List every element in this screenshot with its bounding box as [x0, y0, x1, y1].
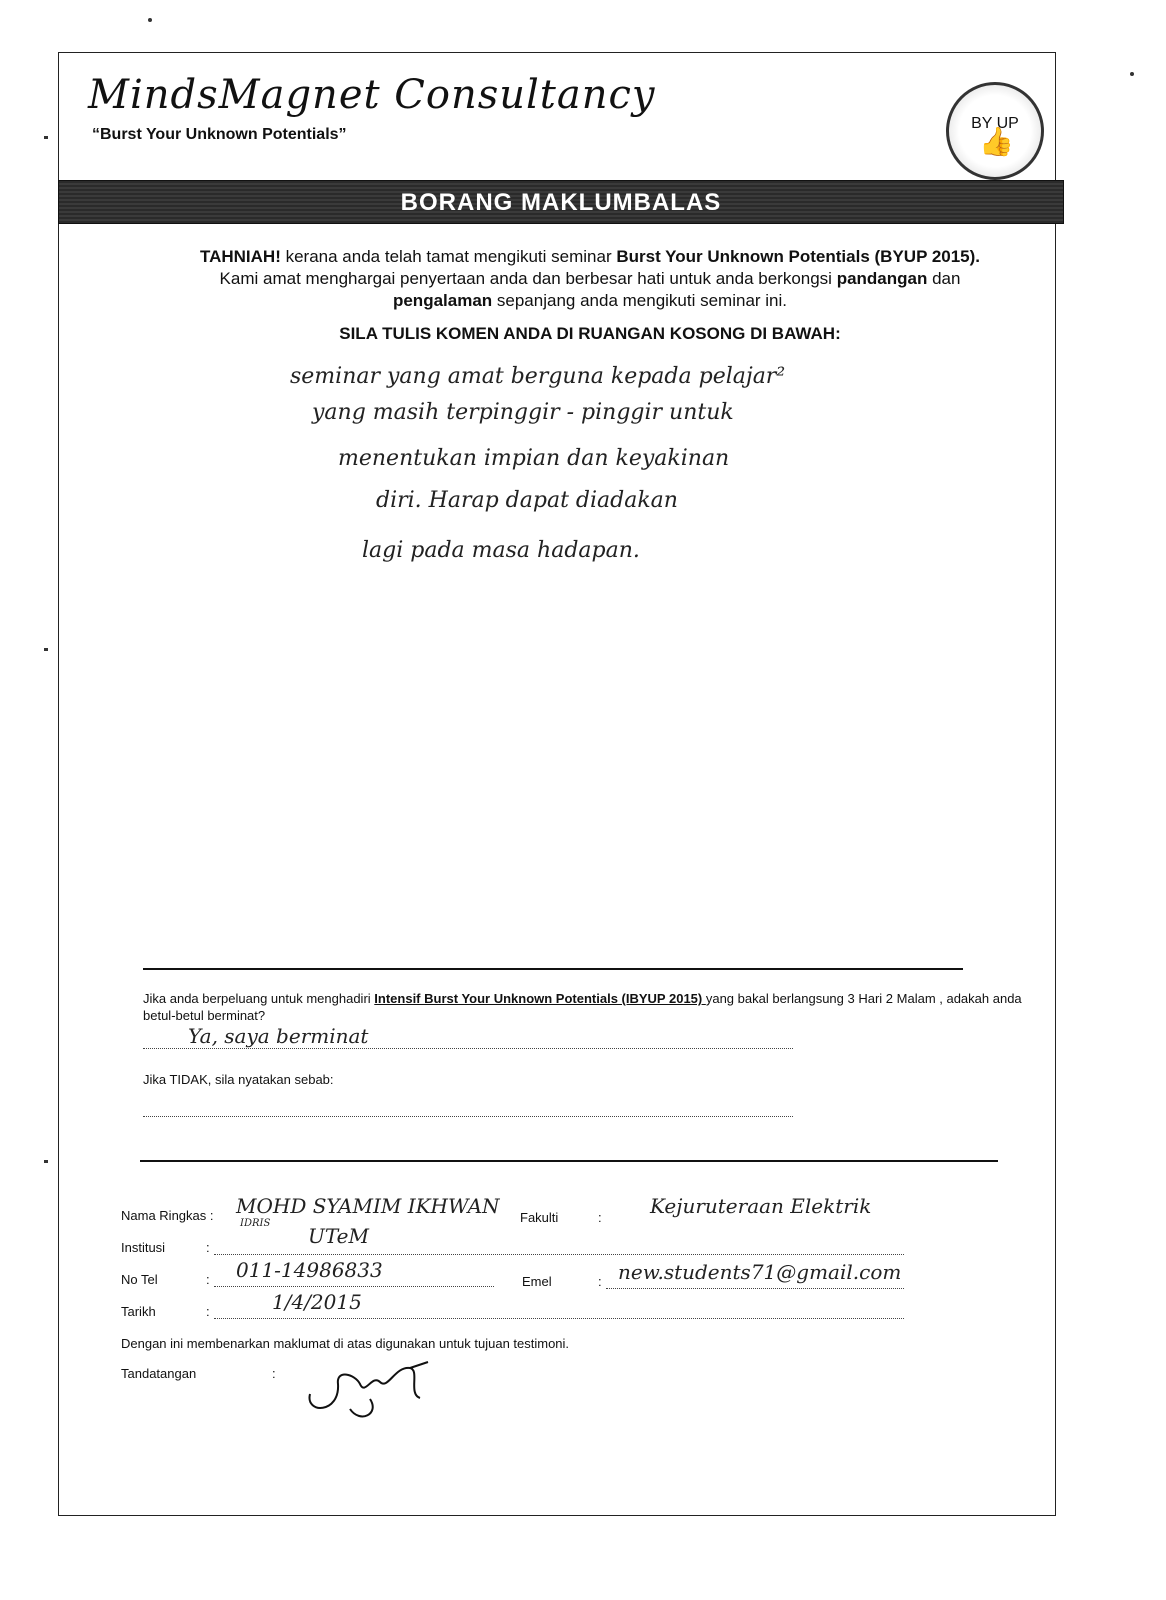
divider — [143, 968, 963, 970]
phone-colon: : — [206, 1272, 210, 1287]
intro-text: dan — [927, 269, 961, 288]
phone-field[interactable]: 011-14986833 — [236, 1258, 383, 1282]
intro-text: sepanjang anda mengikuti seminar ini. — [492, 291, 788, 310]
badge-text: BY UP — [971, 115, 1019, 132]
divider — [140, 1160, 998, 1162]
name-field-extra: IDRIS — [240, 1218, 271, 1229]
institution-label: Institusi — [121, 1240, 166, 1255]
comment-line: lagi pada masa hadapan. — [362, 538, 640, 563]
interest-answer[interactable]: Ya, saya berminat — [188, 1024, 369, 1048]
question-text: Jika anda berpeluang untuk menghadiri — [143, 991, 375, 1006]
phone-line — [214, 1286, 494, 1287]
institution-line — [214, 1254, 904, 1255]
date-colon: : — [206, 1304, 210, 1319]
phone-label: No Tel — [121, 1272, 158, 1287]
byup-badge — [946, 82, 1044, 180]
intro-line-1 — [90, 246, 1090, 268]
intro-line-2 — [90, 268, 1090, 290]
title-banner — [58, 180, 1064, 224]
seminar-name: Burst Your Unknown Potentials (BYUP 2015). — [616, 247, 981, 266]
date-line — [214, 1318, 904, 1319]
scan-speck — [44, 136, 48, 139]
comment-line: yang masih terpinggir - pinggir untuk — [312, 400, 734, 425]
faculty-field[interactable]: Kejuruteraan Elektrik — [650, 1194, 872, 1218]
intro-line-3 — [90, 290, 1090, 312]
date-field[interactable]: 1/4/2015 — [272, 1290, 362, 1314]
scan-speck — [148, 18, 152, 22]
intro-emphasis: pengalaman — [392, 291, 493, 310]
email-field[interactable]: new.students71@gmail.com — [618, 1260, 902, 1284]
scan-speck — [44, 648, 48, 651]
comment-line: seminar yang amat berguna kepada pelajar² — [290, 364, 786, 389]
comment-line: menentukan impian dan keyakinan — [338, 446, 730, 471]
intro-text: Kami amat menghargai penyertaan anda dan berbesar hati untuk anda berkongsi — [219, 269, 837, 288]
intro-emphasis: pandangan — [836, 269, 928, 288]
thumbs-up-icon: 👍 — [979, 126, 1014, 157]
intro-emphasis: TAHNIAH! — [199, 247, 281, 266]
date-label: Tarikh — [121, 1304, 156, 1319]
scan-speck — [44, 1160, 48, 1163]
email-label: Emel — [522, 1274, 552, 1289]
name-label: Nama Ringkas : — [121, 1208, 214, 1223]
faculty-colon: : — [598, 1210, 602, 1225]
interest-question — [143, 990, 1023, 1024]
name-field[interactable]: MOHD SYAMIM IKHWAN — [236, 1194, 500, 1218]
email-colon: : — [598, 1274, 602, 1289]
question-text: yang bakal berlangsung 3 Hari 2 Malam , adakah anda betul-betul berminat? — [143, 991, 1022, 1023]
company-logo: MindsMagnet Consultancy — [88, 72, 656, 118]
tagline: “Burst Your Unknown Potentials” — [92, 126, 347, 143]
instruction: SILA TULIS KOMEN ANDA DI RUANGAN KOSONG DI BAWAH: — [339, 324, 841, 343]
email-line — [606, 1288, 904, 1289]
form-title: BORANG MAKLUMBALAS — [400, 189, 722, 216]
faculty-label: Fakulti — [520, 1210, 559, 1225]
intro-text: kerana anda telah tamat mengikuti seminar — [280, 247, 617, 266]
answer-line — [143, 1048, 793, 1049]
program-name: Intensif Burst Your Unknown Potentials (IBYUP 2015) — [374, 991, 706, 1006]
consent-text: Dengan ini membenarkan maklumat di atas digunakan untuk tujuan testimoni. — [121, 1336, 570, 1351]
reason-line — [143, 1116, 793, 1117]
scan-speck — [1130, 72, 1134, 76]
signature-mark[interactable] — [300, 1354, 450, 1424]
comment-line: diri. Harap dapat diadakan — [376, 488, 678, 513]
intro-paragraph — [90, 246, 1090, 312]
signature-colon: : — [272, 1366, 276, 1381]
signature-label: Tandatangan — [121, 1366, 197, 1381]
reason-label: Jika TIDAK, sila nyatakan sebab: — [143, 1072, 334, 1087]
institution-field[interactable]: UTeM — [308, 1224, 369, 1248]
institution-colon: : — [206, 1240, 210, 1255]
